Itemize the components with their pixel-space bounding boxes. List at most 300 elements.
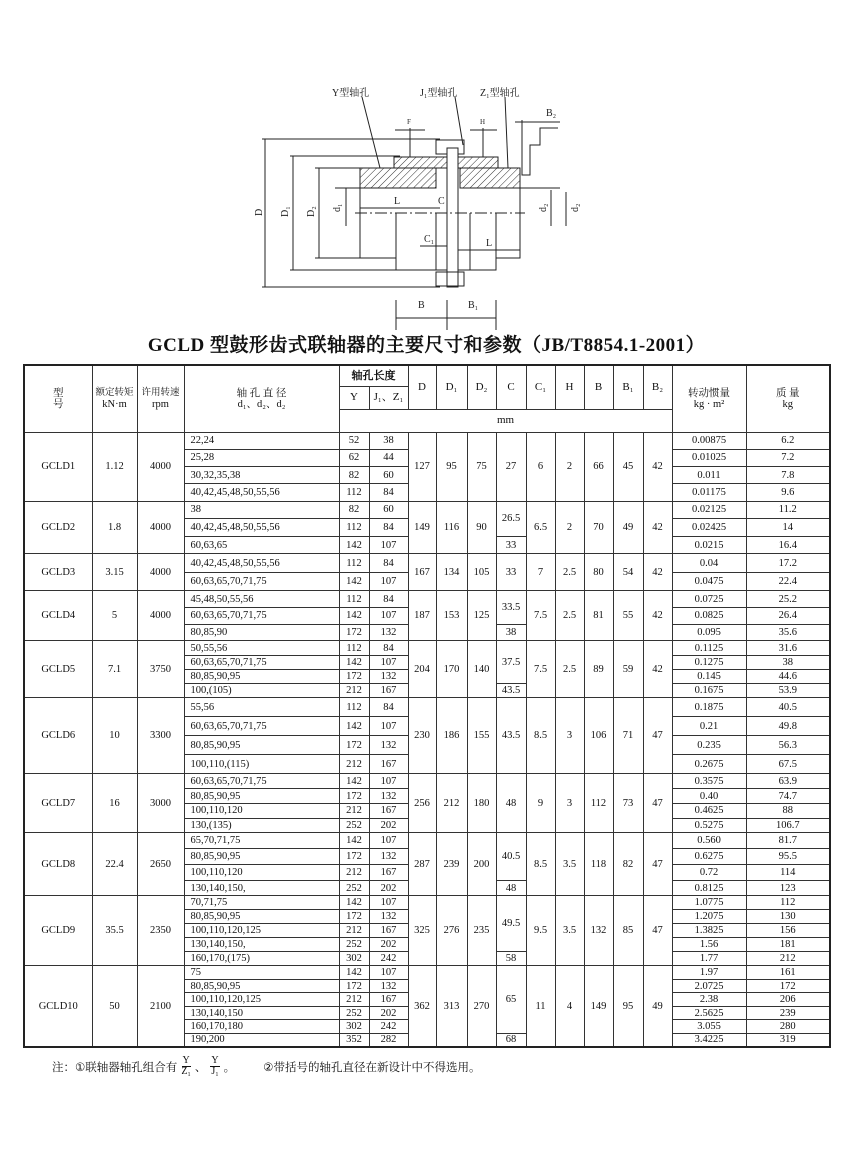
- mass-cell: 49.8: [746, 717, 830, 736]
- B2-cell: 47: [643, 698, 672, 774]
- model-cell: GCLD8: [24, 833, 92, 896]
- left-hub: [360, 168, 436, 188]
- label-F: F: [407, 118, 411, 126]
- C-cell: 33: [496, 536, 526, 554]
- header-B: B: [584, 365, 613, 409]
- C-cell: 40.5: [496, 833, 526, 880]
- inertia-cell: 0.095: [672, 624, 746, 641]
- bore-diameter-cell: 30,32,35,38: [184, 467, 339, 484]
- label-dz: d₂: [570, 203, 581, 212]
- y-length-cell: 142: [339, 655, 369, 669]
- j1z1-length-cell: 132: [369, 624, 408, 641]
- bore-diameter-cell: 60,63,65,70,71,75: [184, 774, 339, 789]
- y-length-cell: 112: [339, 554, 369, 573]
- y-length-cell: 172: [339, 849, 369, 865]
- j1z1-length-cell: 167: [369, 755, 408, 774]
- coupling-drawing: [230, 80, 590, 330]
- D-cell: 325: [408, 896, 436, 966]
- mass-cell: 40.5: [746, 698, 830, 717]
- bore-diameter-cell: 100,(105): [184, 684, 339, 698]
- bore-diameter-cell: 65,70,71,75: [184, 833, 339, 849]
- mass-cell: 81.7: [746, 833, 830, 849]
- D2-cell: 105: [467, 554, 496, 591]
- mass-cell: 130: [746, 910, 830, 924]
- j1z1-length-cell: 132: [369, 736, 408, 755]
- bore-diameter-cell: 80,85,90: [184, 624, 339, 641]
- H-cell: 2.5: [555, 591, 584, 641]
- B-cell: 80: [584, 554, 613, 591]
- D1-cell: 186: [436, 698, 467, 774]
- H-cell: 2: [555, 432, 584, 501]
- D1-cell: 313: [436, 966, 467, 1047]
- bore-diameter-cell: 38: [184, 501, 339, 519]
- speed-cell: 3750: [137, 641, 184, 698]
- j1z1-length-cell: 167: [369, 993, 408, 1007]
- y-length-cell: 142: [339, 833, 369, 849]
- bore-diameter-cell: 55,56: [184, 698, 339, 717]
- bore-diameter-cell: 50,55,56: [184, 641, 339, 655]
- y-length-cell: 172: [339, 979, 369, 993]
- y-length-cell: 52: [339, 432, 369, 449]
- speed-cell: 4000: [137, 554, 184, 591]
- flange: [447, 148, 458, 287]
- C-cell: 26.5: [496, 501, 526, 536]
- D-cell: 362: [408, 966, 436, 1047]
- mass-cell: 319: [746, 1033, 830, 1047]
- y-length-cell: 212: [339, 864, 369, 880]
- inertia-cell: 2.5625: [672, 1006, 746, 1020]
- D1-cell: 212: [436, 774, 467, 833]
- bore-diameter-cell: 100,110,120: [184, 803, 339, 818]
- inertia-cell: 2.38: [672, 993, 746, 1007]
- mass-cell: 6.2: [746, 432, 830, 449]
- inertia-cell: 0.3575: [672, 774, 746, 789]
- y-length-cell: 142: [339, 608, 369, 625]
- fraction-y-z1: $\frac{Y}{\text{Z₁}}$: [181, 1055, 191, 1077]
- mass-cell: 239: [746, 1006, 830, 1020]
- mass-cell: 16.4: [746, 536, 830, 554]
- D2-cell: 180: [467, 774, 496, 833]
- header-C: C: [496, 365, 526, 409]
- label-D2: D₂: [306, 206, 317, 217]
- D-cell: 149: [408, 501, 436, 554]
- speed-cell: 4000: [137, 591, 184, 641]
- B2-cell: 47: [643, 774, 672, 833]
- bore-diameter-cell: 100,110,120: [184, 864, 339, 880]
- C-cell: 27: [496, 432, 526, 501]
- inertia-cell: 1.0775: [672, 896, 746, 910]
- inertia-cell: 0.01175: [672, 484, 746, 501]
- note-end: 。: [223, 1059, 236, 1074]
- j1z1-length-cell: 60: [369, 501, 408, 519]
- table-row: [24, 774, 830, 789]
- j1z1-length-cell: 38: [369, 432, 408, 449]
- j1z1-length-cell: 242: [369, 1020, 408, 1034]
- y-length-cell: 112: [339, 641, 369, 655]
- mass-cell: 7.2: [746, 449, 830, 466]
- mass-cell: 31.6: [746, 641, 830, 655]
- C1-cell: 9.5: [526, 896, 555, 966]
- j1z1-length-cell: 167: [369, 864, 408, 880]
- torque-cell: 1.8: [92, 501, 137, 554]
- B1-cell: 95: [613, 966, 643, 1047]
- inertia-cell: 0.560: [672, 833, 746, 849]
- bore-diameter-cell: 60,63,65,70,71,75: [184, 608, 339, 625]
- C1-cell: 9: [526, 774, 555, 833]
- bore-diameter-cell: 40,42,45,48,50,55,56: [184, 554, 339, 573]
- label-d2: d₂: [538, 203, 549, 212]
- bore-diameter-cell: 45,48,50,55,56: [184, 591, 339, 608]
- D2-cell: 270: [467, 966, 496, 1047]
- B1-cell: 59: [613, 641, 643, 698]
- inertia-cell: 0.145: [672, 669, 746, 683]
- speed-cell: 2100: [137, 966, 184, 1047]
- inertia-cell: 0.72: [672, 864, 746, 880]
- mass-cell: 161: [746, 966, 830, 980]
- table-row: [24, 501, 830, 519]
- j1z1-length-cell: 242: [369, 952, 408, 966]
- inertia-cell: 0.0825: [672, 608, 746, 625]
- H-cell: 2.5: [555, 554, 584, 591]
- B-cell: 81: [584, 591, 613, 641]
- mass-cell: 26.4: [746, 608, 830, 625]
- D-cell: 287: [408, 833, 436, 896]
- B-cell: 70: [584, 501, 613, 554]
- H-cell: 3: [555, 774, 584, 833]
- y-length-cell: 82: [339, 501, 369, 519]
- C-cell: 33: [496, 554, 526, 591]
- j1z1-length-cell: 132: [369, 669, 408, 683]
- C1-cell: 6: [526, 432, 555, 501]
- inertia-cell: 0.011: [672, 467, 746, 484]
- header-D: D: [408, 365, 436, 409]
- B2-cell: 47: [643, 896, 672, 966]
- D1-cell: 153: [436, 591, 467, 641]
- label-C: C: [438, 196, 445, 207]
- mass-cell: 74.7: [746, 789, 830, 804]
- speed-cell: 4000: [137, 501, 184, 554]
- B1-cell: 73: [613, 774, 643, 833]
- D-cell: 187: [408, 591, 436, 641]
- bore-diameter-cell: 80,85,90,95: [184, 910, 339, 924]
- j1z1-length-cell: 84: [369, 698, 408, 717]
- y-length-cell: 172: [339, 910, 369, 924]
- header-torque: 额定转矩 kN·m: [92, 365, 137, 432]
- header-speed: 许用转速 rpm: [137, 365, 184, 432]
- j1z1-length-cell: 282: [369, 1033, 408, 1047]
- mass-cell: 7.8: [746, 467, 830, 484]
- j1z1-length-cell: 60: [369, 467, 408, 484]
- table-row: [24, 966, 830, 980]
- mass-cell: 63.9: [746, 774, 830, 789]
- y-length-cell: 112: [339, 591, 369, 608]
- B2-cell: 42: [643, 591, 672, 641]
- mass-cell: 181: [746, 938, 830, 952]
- y-length-cell: 172: [339, 789, 369, 804]
- bore-diameter-cell: 80,85,90,95: [184, 736, 339, 755]
- B-cell: 149: [584, 966, 613, 1047]
- bore-diameter-cell: 22,24: [184, 432, 339, 449]
- bore-diameter-cell: 100,110,(115): [184, 755, 339, 774]
- header-J1Z1: J₁、Z₁: [369, 386, 408, 409]
- label-B1: B₁: [468, 300, 479, 311]
- y-length-cell: 212: [339, 993, 369, 1007]
- B1-cell: 85: [613, 896, 643, 966]
- mass-cell: 123: [746, 880, 830, 896]
- bore-diameter-cell: 60,63,65: [184, 536, 339, 554]
- inertia-cell: 1.77: [672, 952, 746, 966]
- inertia-cell: 0.21: [672, 717, 746, 736]
- mass-cell: 172: [746, 979, 830, 993]
- bore-diameter-cell: 130,140,150: [184, 1006, 339, 1020]
- spec-table: [23, 364, 831, 1048]
- model-cell: GCLD1: [24, 432, 92, 501]
- note-sep: 、: [194, 1059, 207, 1074]
- mass-cell: 112: [746, 896, 830, 910]
- D2-cell: 75: [467, 432, 496, 501]
- D1-cell: 239: [436, 833, 467, 896]
- B-cell: 106: [584, 698, 613, 774]
- inertia-cell: 0.0475: [672, 572, 746, 591]
- bore-diameter-cell: 80,85,90,95: [184, 789, 339, 804]
- D-cell: 256: [408, 774, 436, 833]
- table-row: [24, 896, 830, 910]
- inertia-cell: 0.0725: [672, 591, 746, 608]
- inertia-cell: 0.1125: [672, 641, 746, 655]
- mass-cell: 53.9: [746, 684, 830, 698]
- torque-cell: 7.1: [92, 641, 137, 698]
- note-prefix: 注：①联轴器轴孔组合有: [52, 1059, 178, 1074]
- y-length-cell: 352: [339, 1033, 369, 1047]
- C1-cell: 11: [526, 966, 555, 1047]
- bore-diameter-cell: 80,85,90,95: [184, 979, 339, 993]
- model-cell: GCLD2: [24, 501, 92, 554]
- j1z1-length-cell: 202: [369, 1006, 408, 1020]
- B2-cell: 47: [643, 833, 672, 896]
- j1z1-length-cell: 107: [369, 717, 408, 736]
- D-cell: 127: [408, 432, 436, 501]
- inertia-cell: 0.8125: [672, 880, 746, 896]
- bore-diameter-cell: 100,110,120,125: [184, 924, 339, 938]
- y-length-cell: 302: [339, 952, 369, 966]
- bore-diameter-cell: 190,200: [184, 1033, 339, 1047]
- header-Y: Y: [339, 386, 369, 409]
- H-cell: 2: [555, 501, 584, 554]
- C-cell: 58: [496, 952, 526, 966]
- y-length-cell: 172: [339, 624, 369, 641]
- note-second: ②带括号的轴孔直径在新设计中不得选用。: [263, 1059, 481, 1074]
- model-cell: GCLD3: [24, 554, 92, 591]
- B2-cell: 42: [643, 501, 672, 554]
- y-length-cell: 142: [339, 774, 369, 789]
- y-length-cell: 142: [339, 966, 369, 980]
- mass-cell: 114: [746, 864, 830, 880]
- bore-diameter-cell: 130,(135): [184, 818, 339, 833]
- j1z1-length-cell: 132: [369, 789, 408, 804]
- j1z1-length-cell: 167: [369, 924, 408, 938]
- D1-cell: 95: [436, 432, 467, 501]
- torque-cell: 16: [92, 774, 137, 833]
- j1z1-length-cell: 84: [369, 484, 408, 501]
- label-L-left: L: [394, 196, 401, 207]
- j1z1-length-cell: 202: [369, 938, 408, 952]
- table-title: GCLD 型鼓形齿式联轴器的主要尺寸和参数（JB/T8854.1-2001）: [147, 335, 706, 356]
- j1z1-length-cell: 107: [369, 608, 408, 625]
- D1-cell: 276: [436, 896, 467, 966]
- torque-cell: 3.15: [92, 554, 137, 591]
- H-cell: 3.5: [555, 896, 584, 966]
- y-length-cell: 302: [339, 1020, 369, 1034]
- bore-diameter-cell: 60,63,65,70,71,75: [184, 717, 339, 736]
- inertia-cell: 0.235: [672, 736, 746, 755]
- j1z1-length-cell: 107: [369, 896, 408, 910]
- D2-cell: 125: [467, 591, 496, 641]
- C-cell: 43.5: [496, 684, 526, 698]
- B1-cell: 49: [613, 501, 643, 554]
- j1z1-length-cell: 107: [369, 536, 408, 554]
- label-y-bore: Y型轴孔: [332, 88, 370, 99]
- y-length-cell: 252: [339, 880, 369, 896]
- bore-diameter-cell: 130,140,150,: [184, 880, 339, 896]
- mass-cell: 67.5: [746, 755, 830, 774]
- j1z1-length-cell: 44: [369, 449, 408, 466]
- bore-diameter-cell: 60,63,65,70,71,75: [184, 572, 339, 591]
- bore-diameter-cell: 75: [184, 966, 339, 980]
- D1-cell: 170: [436, 641, 467, 698]
- j1z1-length-cell: 107: [369, 833, 408, 849]
- mass-cell: 95.5: [746, 849, 830, 865]
- label-d1: d₁: [332, 203, 343, 212]
- D2-cell: 140: [467, 641, 496, 698]
- B1-cell: 54: [613, 554, 643, 591]
- B-cell: 118: [584, 833, 613, 896]
- header-mass: 质 量 kg: [746, 365, 830, 432]
- speed-cell: 3300: [137, 698, 184, 774]
- y-length-cell: 142: [339, 536, 369, 554]
- label-b2: B₂: [546, 108, 557, 119]
- model-cell: GCLD5: [24, 641, 92, 698]
- D2-cell: 155: [467, 698, 496, 774]
- label-D1: D₁: [280, 206, 291, 217]
- torque-cell: 22.4: [92, 833, 137, 896]
- model-cell: GCLD4: [24, 591, 92, 641]
- table-row: [24, 554, 830, 573]
- mass-cell: 11.2: [746, 501, 830, 519]
- bore-diameter-cell: 100,110,120,125: [184, 993, 339, 1007]
- y-length-cell: 212: [339, 924, 369, 938]
- inertia-cell: 0.1875: [672, 698, 746, 717]
- y-length-cell: 142: [339, 717, 369, 736]
- mass-cell: 38: [746, 655, 830, 669]
- D2-cell: 235: [467, 896, 496, 966]
- model-cell: GCLD7: [24, 774, 92, 833]
- sleeve-top: [394, 157, 498, 168]
- mass-cell: 9.6: [746, 484, 830, 501]
- B2-cell: 42: [643, 554, 672, 591]
- y-length-cell: 142: [339, 896, 369, 910]
- torque-cell: 10: [92, 698, 137, 774]
- label-z1-bore: Z₁型轴孔: [480, 88, 520, 99]
- bore-diameter-cell: 130,140,150,: [184, 938, 339, 952]
- y-length-cell: 252: [339, 1006, 369, 1020]
- inertia-cell: 0.5275: [672, 818, 746, 833]
- D1-cell: 116: [436, 501, 467, 554]
- B1-cell: 55: [613, 591, 643, 641]
- C1-cell: 8.5: [526, 698, 555, 774]
- j1z1-length-cell: 202: [369, 880, 408, 896]
- y-length-cell: 212: [339, 684, 369, 698]
- label-C1: C₁: [424, 234, 435, 245]
- y-length-cell: 252: [339, 818, 369, 833]
- header-bore-diameter: 轴 孔 直 径 d₁、d₂、d₂: [184, 365, 339, 432]
- j1z1-length-cell: 84: [369, 641, 408, 655]
- label-H: H: [480, 118, 486, 126]
- inertia-cell: 1.97: [672, 966, 746, 980]
- bore-diameter-cell: 70,71,75: [184, 896, 339, 910]
- y-length-cell: 112: [339, 519, 369, 537]
- inertia-cell: 0.0215: [672, 536, 746, 554]
- header-C1: C₁: [526, 365, 555, 409]
- D2-cell: 200: [467, 833, 496, 896]
- H-cell: 3.5: [555, 833, 584, 896]
- table-row: [24, 833, 830, 849]
- label-D: D: [254, 208, 265, 216]
- C1-cell: 7.5: [526, 641, 555, 698]
- table-row: [24, 591, 830, 608]
- mass-cell: 88: [746, 803, 830, 818]
- mass-cell: 56.3: [746, 736, 830, 755]
- bore-diameter-cell: 80,85,90,95: [184, 849, 339, 865]
- j1z1-length-cell: 132: [369, 849, 408, 865]
- C-cell: 48: [496, 880, 526, 896]
- bore-diameter-cell: 25,28: [184, 449, 339, 466]
- bore-diameter-cell: 160,170,180: [184, 1020, 339, 1034]
- j1z1-length-cell: 167: [369, 684, 408, 698]
- y-length-cell: 82: [339, 467, 369, 484]
- C1-cell: 6.5: [526, 501, 555, 554]
- C-cell: 65: [496, 966, 526, 1034]
- B-cell: 66: [584, 432, 613, 501]
- C1-cell: 8.5: [526, 833, 555, 896]
- header-model: 型 号: [24, 365, 92, 432]
- model-cell: GCLD9: [24, 896, 92, 966]
- header-unit-mm: mm: [339, 409, 672, 432]
- inertia-cell: 0.01025: [672, 449, 746, 466]
- speed-cell: 2650: [137, 833, 184, 896]
- header-B1: B₁: [613, 365, 643, 409]
- fraction-y-j1: $\frac{Y}{\text{J₁}}$: [211, 1055, 219, 1077]
- mass-cell: 212: [746, 952, 830, 966]
- inertia-cell: 0.1275: [672, 655, 746, 669]
- j1z1-length-cell: 84: [369, 519, 408, 537]
- C-cell: 49.5: [496, 896, 526, 952]
- inertia-cell: 0.1675: [672, 684, 746, 698]
- C1-cell: 7: [526, 554, 555, 591]
- B1-cell: 82: [613, 833, 643, 896]
- torque-cell: 1.12: [92, 432, 137, 501]
- header-H: H: [555, 365, 584, 409]
- model-cell: GCLD6: [24, 698, 92, 774]
- D2-cell: 90: [467, 501, 496, 554]
- D-cell: 230: [408, 698, 436, 774]
- B2-cell: 42: [643, 432, 672, 501]
- y-length-cell: 172: [339, 736, 369, 755]
- C1-cell: 7.5: [526, 591, 555, 641]
- C-cell: 48: [496, 774, 526, 833]
- y-length-cell: 62: [339, 449, 369, 466]
- right-hub: [460, 168, 520, 188]
- bore-diameter-cell: 60,63,65,70,71,75: [184, 655, 339, 669]
